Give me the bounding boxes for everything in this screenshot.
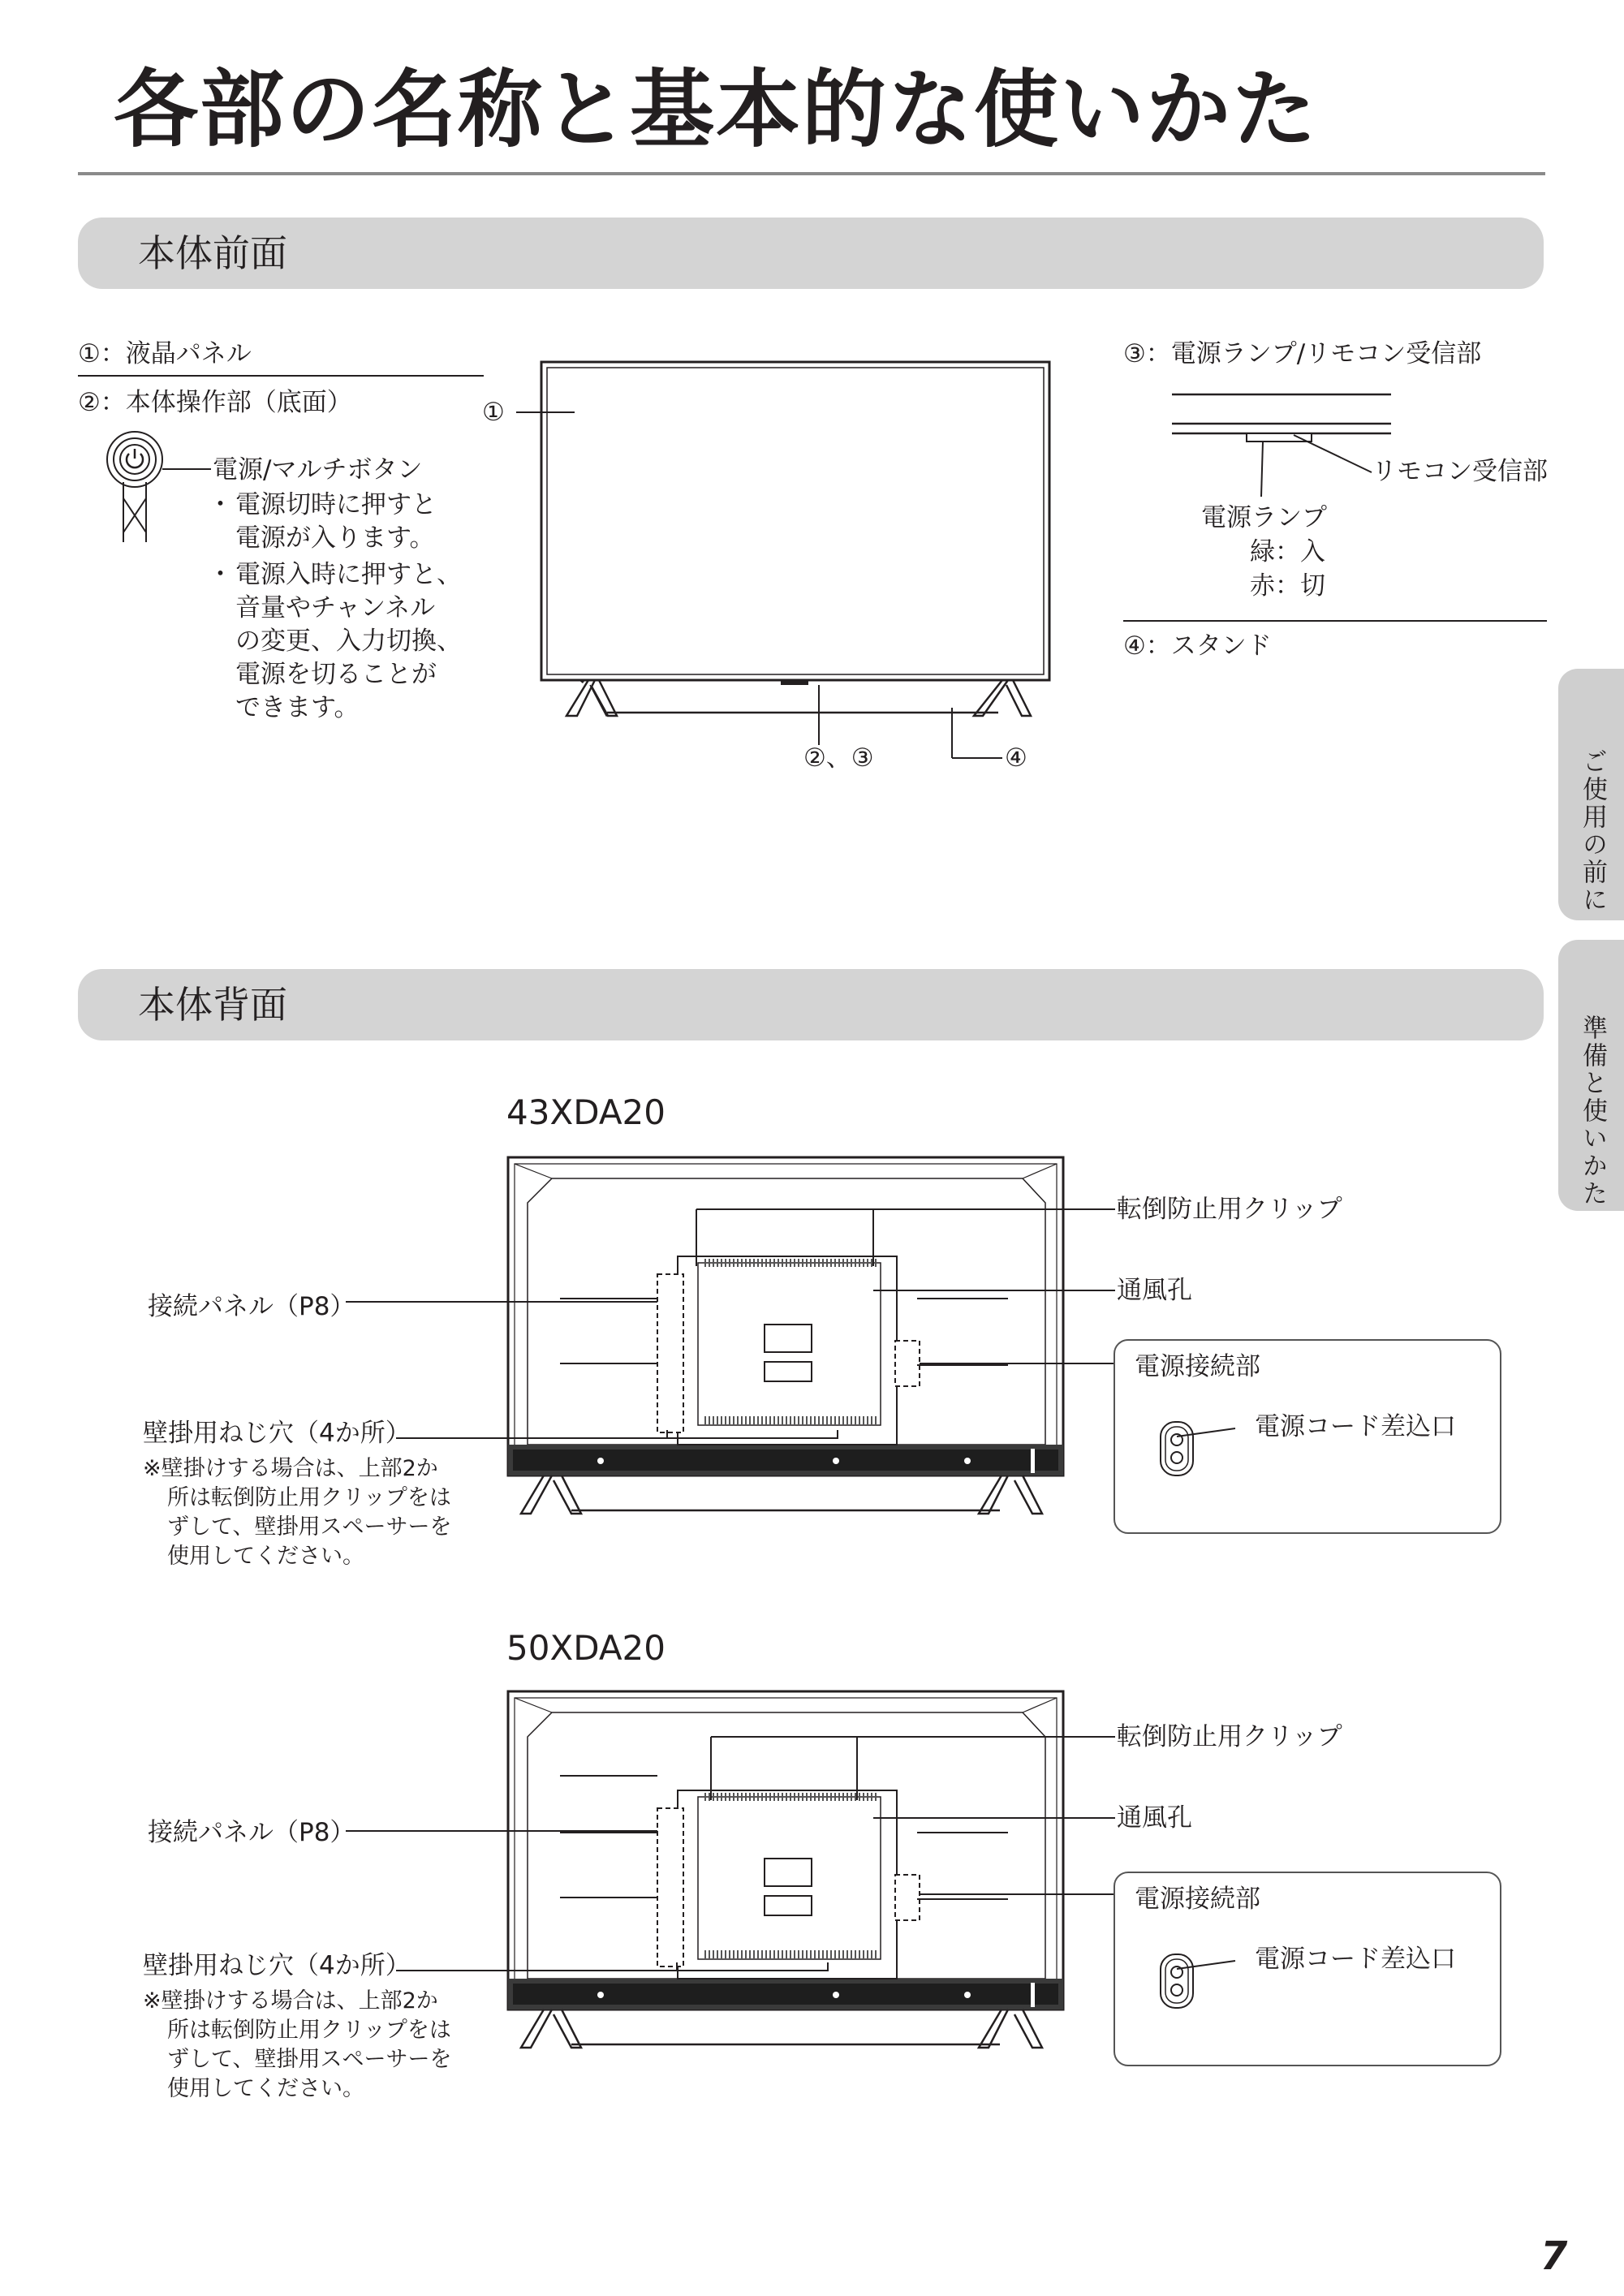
lamp-green-label: 緑：入 <box>1250 537 1325 566</box>
wall-mount-note: 所は転倒防止用クリップをは <box>167 1485 451 1510</box>
section-title: 本体背面 <box>138 983 287 1027</box>
remote-receiver-label: リモコン受信部 <box>1372 457 1548 486</box>
divider <box>1123 620 1547 622</box>
anti-tip-clip-label: 転倒防止用クリップ <box>1117 1195 1342 1224</box>
power-multi-button-label: 電源/マルチボタン <box>213 455 423 485</box>
vent-label: 通風孔 <box>1117 1803 1192 1833</box>
bullet-text: 音量やチャンネル <box>235 593 436 622</box>
tv-rear-illustration-43 <box>503 1152 1136 1526</box>
callout-4: ④ <box>1005 743 1027 773</box>
bullet-text: 電源が入ります。 <box>235 523 435 553</box>
divider <box>78 375 484 377</box>
leader-line <box>1177 1958 1242 1974</box>
bullet-mark: ・ <box>208 560 233 589</box>
model-name: 50XDA20 <box>506 1628 666 1668</box>
label-control-unit: ②：本体操作部（底面） <box>78 388 352 417</box>
side-tab-label: ご使用の前に <box>1578 748 1607 914</box>
vent-label: 通風孔 <box>1117 1276 1192 1305</box>
power-connection-box <box>1114 1872 1501 2066</box>
wall-mount-note: ※壁掛けする場合は、上部2か <box>143 1456 438 1481</box>
lamp-red-label: 赤：切 <box>1250 571 1325 601</box>
connection-panel-label: 接続パネル（P8） <box>148 1818 355 1847</box>
page-title: 各部の名称と基本的な使いかた <box>114 60 1319 159</box>
section-title: 本体前面 <box>138 231 287 275</box>
power-connection-box <box>1114 1339 1501 1534</box>
side-tab-setup-usage[interactable] <box>1558 940 1624 1211</box>
anti-tip-clip-label: 転倒防止用クリップ <box>1117 1722 1342 1751</box>
tv-front-illustration <box>479 357 1096 779</box>
callout-2-3: ②、③ <box>803 743 874 773</box>
bullet-text: 電源を切ることが <box>235 660 437 689</box>
bullet-text: 電源切時に押すと <box>235 490 437 519</box>
power-connection-title: 電源接続部 <box>1135 1352 1260 1381</box>
label-power-lamp-receiver: ③：電源ランプ/リモコン受信部 <box>1123 339 1482 368</box>
wall-mount-note: 使用してください。 <box>167 1544 364 1569</box>
section-header-front <box>78 218 1544 289</box>
callout-1: ① <box>482 398 505 427</box>
wall-mount-screw-label: 壁掛用ねじ穴（4か所） <box>143 1419 411 1448</box>
receiver-detail-illustration <box>1172 391 1562 521</box>
power-button-icon <box>104 429 226 550</box>
label-lcd-panel: ①：液晶パネル <box>78 339 252 368</box>
model-name: 43XDA20 <box>506 1092 666 1132</box>
bullet-text: できます。 <box>235 693 360 722</box>
side-tab-label: 準備と使いかた <box>1578 1014 1607 1208</box>
wall-mount-screw-label: 壁掛用ねじ穴（4か所） <box>143 1951 411 1980</box>
wall-mount-note: ※壁掛けする場合は、上部2か <box>143 1988 438 2014</box>
wall-mount-note: ずして、壁掛用スペーサーを <box>167 2047 452 2072</box>
wall-mount-note: ずして、壁掛用スペーサーを <box>167 1514 452 1540</box>
tv-rear-illustration-50 <box>503 1686 1136 2060</box>
section-header-rear <box>78 969 1544 1040</box>
wall-mount-note: 所は転倒防止用クリップをは <box>167 2018 451 2043</box>
power-connection-title: 電源接続部 <box>1135 1885 1260 1914</box>
wall-mount-note: 使用してください。 <box>167 2076 364 2101</box>
power-cord-inlet-label: 電源コード差込口 <box>1255 1412 1456 1441</box>
connection-panel-label: 接続パネル（P8） <box>148 1292 355 1321</box>
label-stand: ④：スタンド <box>1123 631 1272 661</box>
bullet-text: の変更、入力切換、 <box>235 627 462 656</box>
bullet-mark: ・ <box>208 490 233 519</box>
side-tab-before-use[interactable] <box>1558 669 1624 920</box>
page-number: 7 <box>1540 2234 1568 2279</box>
bullet-text: 電源入時に押すと、 <box>235 560 462 589</box>
title-divider <box>78 172 1545 175</box>
power-lamp-label: 電源ランプ <box>1201 503 1327 532</box>
power-cord-inlet-label: 電源コード差込口 <box>1255 1945 1456 1974</box>
leader-line <box>1177 1425 1242 1441</box>
